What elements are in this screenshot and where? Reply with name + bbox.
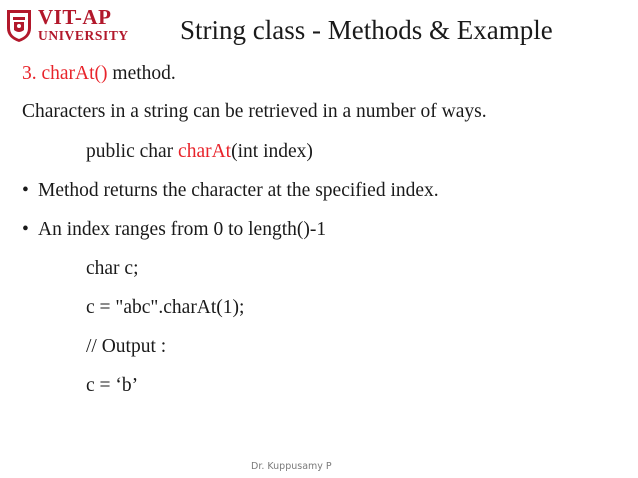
bullet-text: An index ranges from 0 to length()-1: [38, 219, 327, 240]
bullet-icon: •: [22, 219, 29, 240]
bullet-icon: •: [22, 180, 29, 201]
signature-params: (int index): [231, 141, 313, 162]
bullet-item: [22, 219, 326, 241]
bullet-text: Method returns the character at the specified index.: [38, 180, 439, 201]
signature-method-name: charAt: [178, 141, 232, 162]
university-seal-icon: [4, 6, 34, 44]
logo-university-subtitle: UNIVERSITY: [38, 28, 129, 43]
code-line: char c;: [86, 258, 139, 279]
method-heading: [22, 63, 176, 85]
code-line: c = "abc".charAt(1);: [86, 297, 245, 318]
code-line: c = ‘b’: [86, 375, 139, 396]
method-heading-name: 3. charAt(): [22, 63, 108, 84]
intro-text: Characters in a string can be retrieved in a number of ways.: [22, 101, 487, 122]
signature-prefix: public char: [86, 141, 179, 162]
footer-author: Dr. Kuppusamy P: [251, 461, 332, 472]
code-line: // Output :: [86, 336, 167, 357]
university-logo: [4, 4, 132, 46]
logo-university-name: VIT-AP: [38, 5, 112, 29]
method-signature: [86, 141, 313, 163]
slide-title: String class - Methods & Example: [180, 15, 553, 45]
bullet-item: [22, 180, 439, 202]
method-heading-suffix: method.: [107, 63, 176, 84]
